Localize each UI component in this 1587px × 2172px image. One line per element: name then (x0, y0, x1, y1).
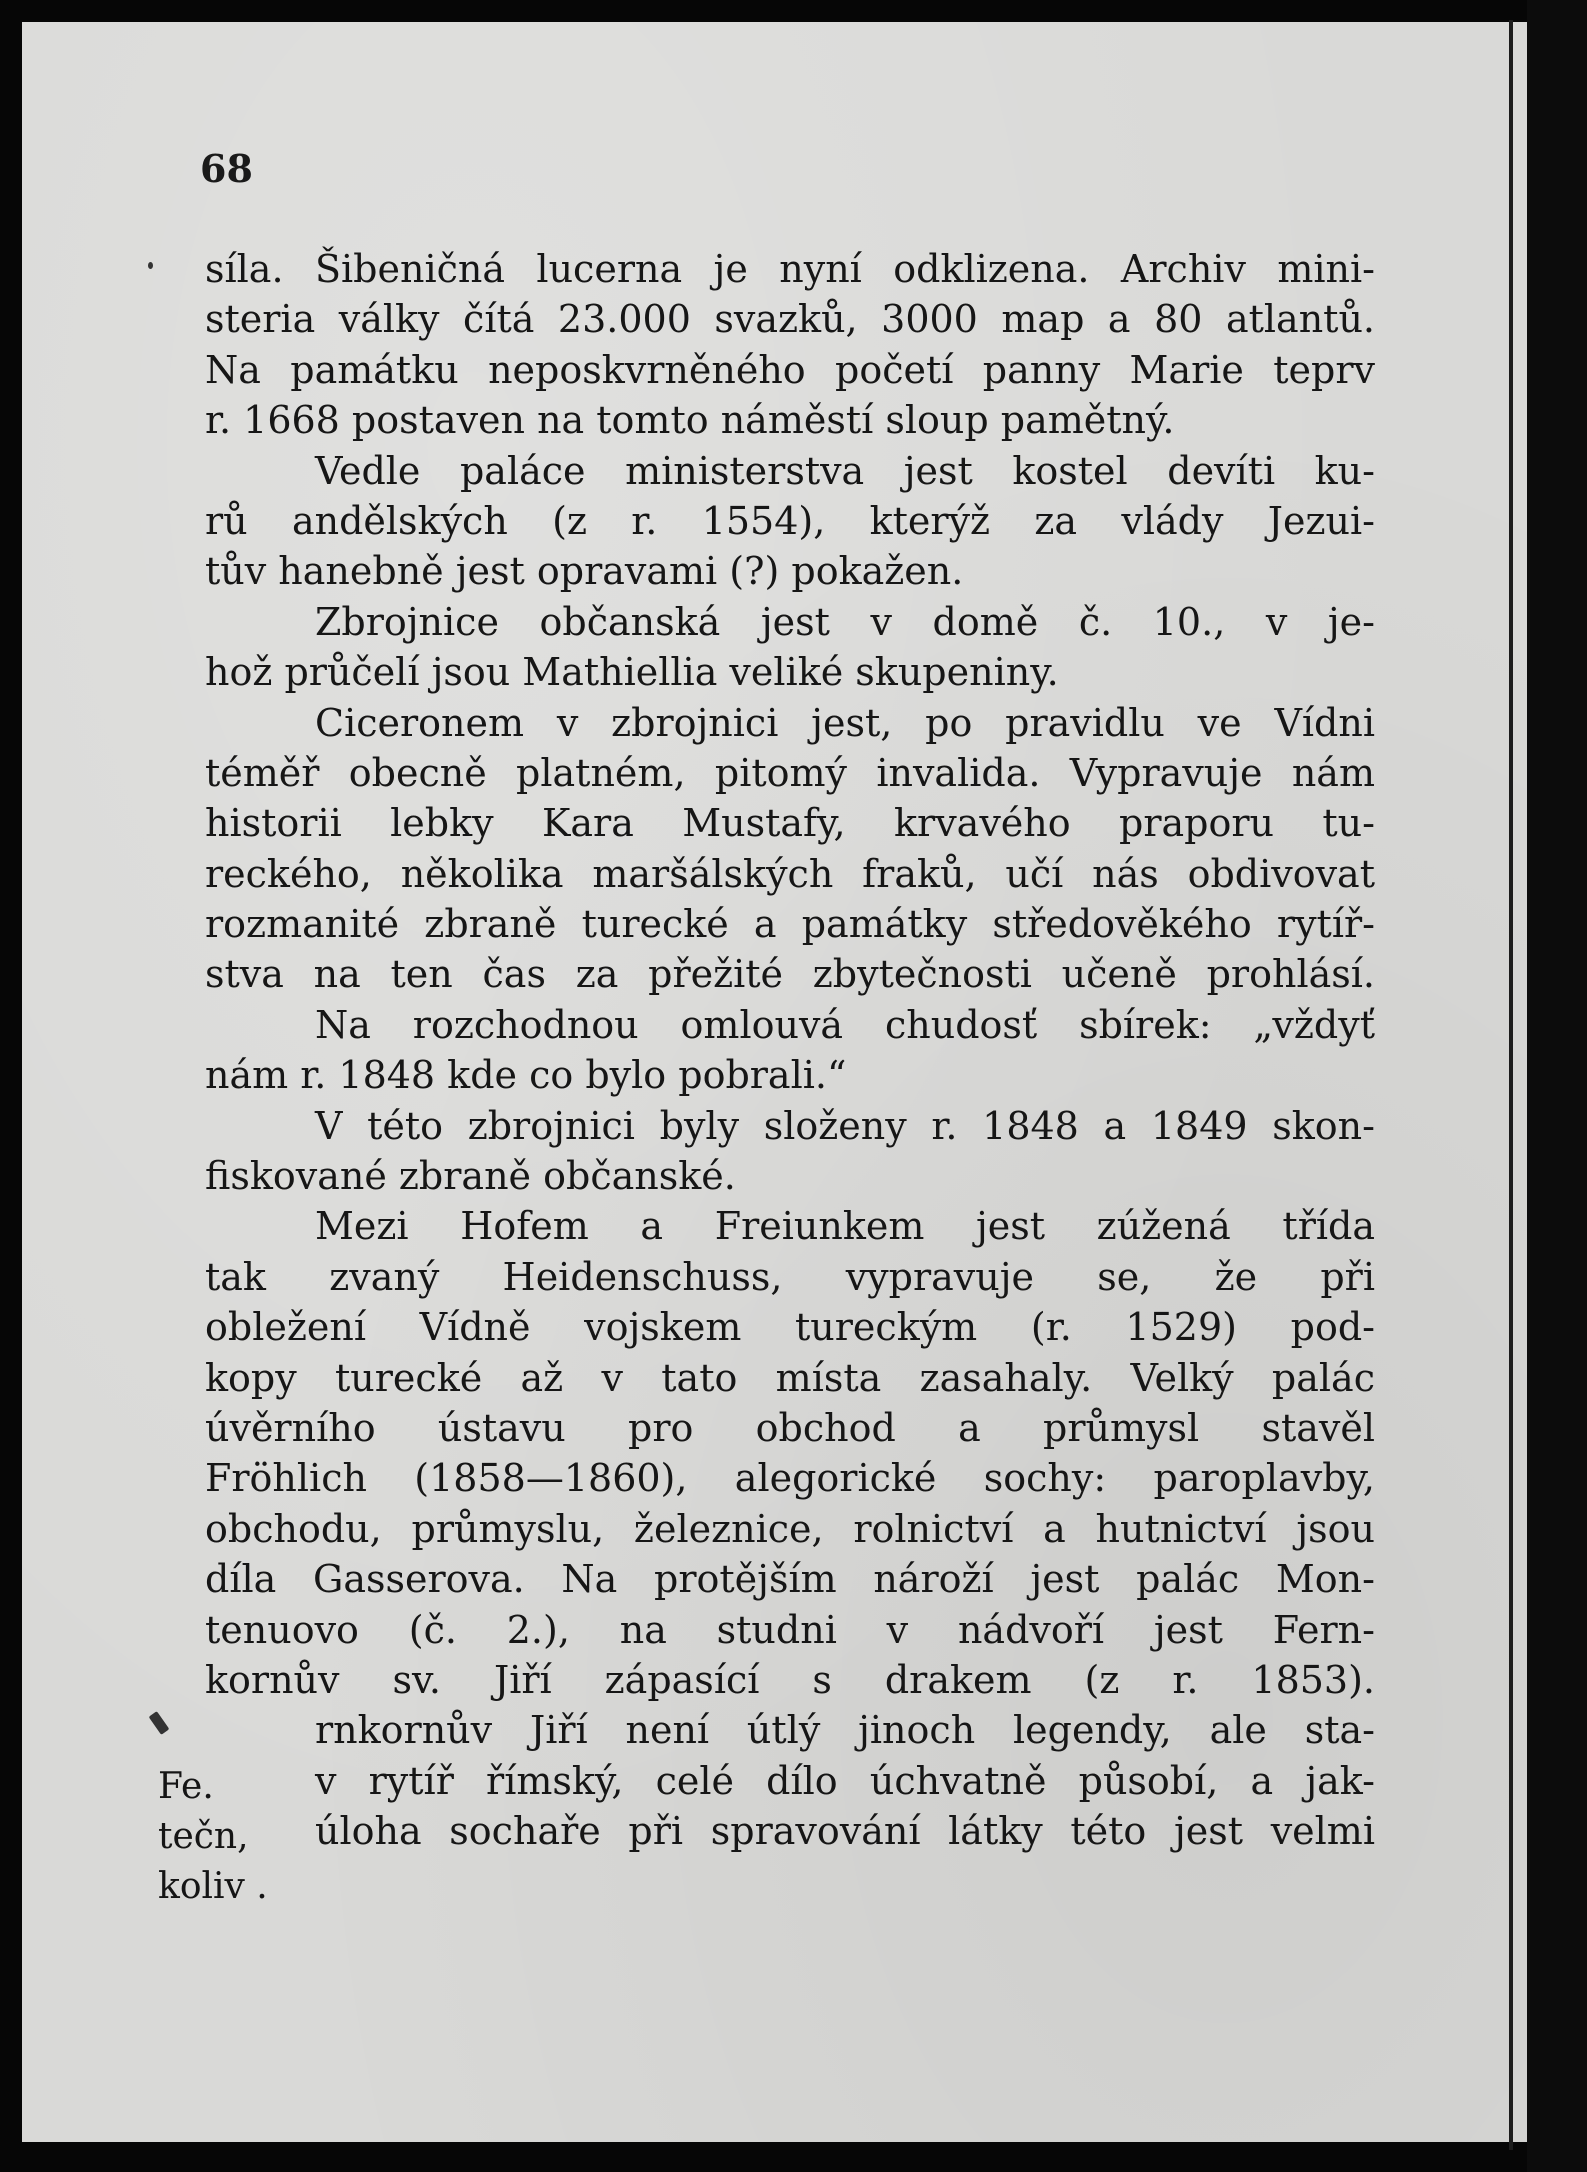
text-line: rnkornův Jiří není útlý jinoch legendy, ale sta- (315, 1708, 1375, 1753)
text-line: Na památku neposkvrněného početí panny Marie teprv (205, 347, 1375, 392)
text-line: reckého, několika maršálských fraků, učí nás obdivovat (205, 851, 1375, 896)
text-line: fiskované zbraně občanské. (205, 1154, 736, 1199)
text-line: rozmanité zbraně turecké a památky středověkého rytíř- (205, 902, 1375, 947)
margin-note: tečn, (158, 1816, 249, 1857)
text-line: tův hanebně jest opravami (?) pokažen. (205, 549, 964, 594)
text-line: hož průčelí jsou Mathiellia veliké skupeniny. (205, 650, 1059, 695)
text-line: úvěrního ústavu pro obchod a průmysl stavěl (205, 1405, 1375, 1450)
text-line: kopy turecké až v tato místa zasahaly. Velký palác (205, 1355, 1375, 1400)
text-line: nám r. 1848 kde co bylo pobrali.“ (205, 1053, 847, 1098)
scan-outer-edge (1527, 0, 1587, 2172)
text-line: kornův sv. Jiří zápasící s drakem (z r. 1853). (205, 1657, 1375, 1702)
text-line: Na rozchodnou omlouvá chudosť sbírek: „vždyť (315, 1002, 1375, 1047)
text-line: v rytíř římský, celé dílo úchvatně působí, a jak- (315, 1758, 1375, 1803)
text-line: tak zvaný Heidenschuss, vypravuje se, že při (205, 1254, 1375, 1299)
margin-note: koliv . (158, 1866, 268, 1907)
text-line: díla Gasserova. Na protějším nároží jest palác Mon- (205, 1557, 1375, 1602)
text-line: Ciceronem v zbrojnici jest, po pravidlu ve Vídni (315, 700, 1375, 745)
page-number: 68 (200, 146, 253, 191)
margin-note: Fe. (158, 1766, 214, 1807)
text-line: stva na ten čas za přežité zbytečnosti učeně prohlásí. (205, 952, 1375, 997)
text-line: tenuovo (č. 2.), na studni v nádvoří jest Fern- (205, 1607, 1375, 1652)
text-line: obležení Vídně vojskem tureckým (r. 1529) pod- (205, 1305, 1375, 1350)
text-line: Zbrojnice občanská jest v domě č. 10., v je- (315, 599, 1375, 644)
text-line: síla. Šibeničná lucerna je nyní odklizena. Archiv mini- (205, 247, 1375, 291)
text-line: Fröhlich (1858—1860), alegorické sochy: paroplavby, (205, 1456, 1375, 1501)
text-line: Vedle paláce ministerstva jest kostel devíti ku- (315, 448, 1375, 493)
text-line: steria války čítá 23.000 svazků, 3000 map a 80 atlantů. (205, 297, 1375, 342)
text-line: úloha sochaře při spravování látky této jest velmi (315, 1809, 1375, 1854)
text-line: téměř obecně platném, pitomý invalida. Vypravuje nám (205, 750, 1375, 795)
text-line: obchodu, průmyslu, železnice, rolnictví a hutnictví jsou (205, 1506, 1375, 1551)
text-line: Mezi Hofem a Freiunkem jest zúžená třída (315, 1204, 1375, 1249)
page-edge-rule (1509, 20, 1513, 2150)
text-line: historii lebky Kara Mustafy, krvavého praporu tu- (205, 801, 1375, 846)
ink-speck (148, 262, 153, 269)
body-text (205, 244, 1375, 1857)
text-line: V této zbrojnici byly složeny r. 1848 a 1849 skon- (315, 1103, 1375, 1148)
text-line: r. 1668 postaven na tomto náměstí sloup pamětný. (205, 398, 1175, 443)
text-line: rů andělských (z r. 1554), kterýž za vlády Jezui- (205, 498, 1375, 543)
